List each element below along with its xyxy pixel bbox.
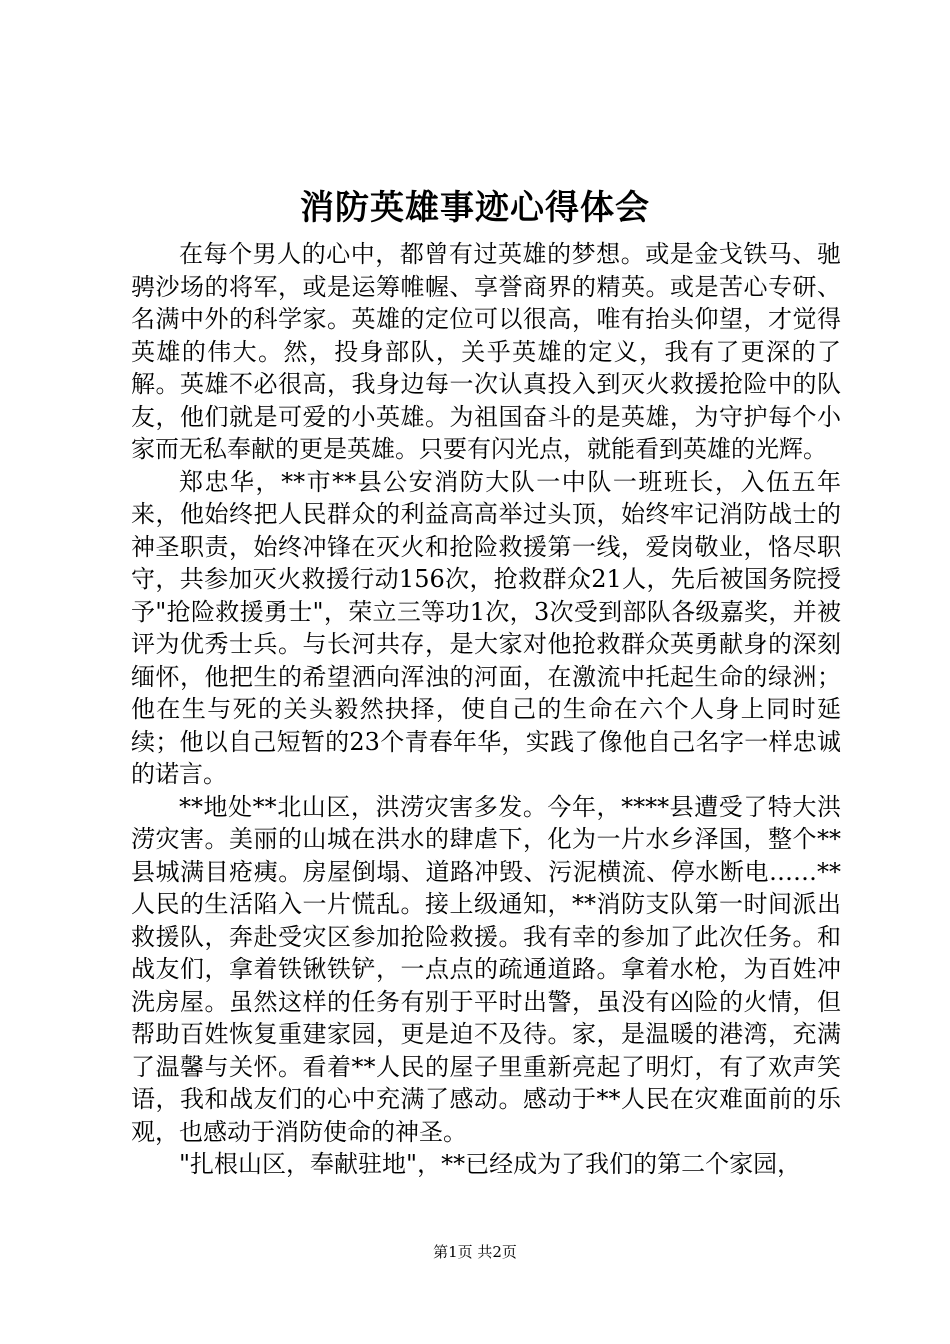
document-body: [131, 238, 841, 1181]
page-number-footer: 第1页 共2页: [433, 1243, 517, 1261]
body-paragraph: 在每个男人的心中，都曾有过英雄的梦想。或是金戈铁马、驰骋沙场的将军，或是运筹帷幄、享誉商界的精英。或是苦心专研、名满中外的科学家。英雄的定位可以很高，唯有抬头仰望，才觉得英雄的伟大。然，投身部队，关乎英雄的定义，我有了更深的了解。英雄不必很高，我身边每一次认真投入到灭火救援抢险中的队友，他们就是可爱的小英雄。为祖国奋斗的是英雄，为守护每个小家而无私奉献的更是英雄。只要有闪光点，就能看到英雄的光辉。: [131, 240, 841, 463]
body-paragraph: **地处**北山区，洪涝灾害多发。今年，****县遭受了特大洪涝灾害。美丽的山城在洪水的肆虐下，化为一片水乡泽国，整个**县城满目疮痍。房屋倒塌、道路冲毁、污泥横流、停水断电……**人民的生活陷入一片慌乱。接上级通知，**消防支队第一时间派出救援队，奔赴受灾区参加抢险救援。我有幸的参加了此次任务。和战友们，拿着铁锹铁铲，一点点的疏通道路。拿着水枪，为百姓冲洗房屋。虽然这样的任务有别于平时出警，虽没有凶险的火情，但帮助百姓恢复重建家园，更是迫不及待。家，是温暖的港湾，充满了温馨与关怀。看着**人民的屋子里重新亮起了明灯，有了欢声笑语，我和战友们的心中充满了感动。感动于**人民在灾难面前的乐观，也感动于消防使命的神圣。: [131, 792, 841, 1146]
body-paragraph: "扎根山区，奉献驻地"，**已经成为了我们的第二个家园，: [179, 1150, 802, 1178]
document-title: 消防英雄事迹心得体会: [300, 188, 650, 228]
body-paragraph: 郑忠华，**市**县公安消防大队一中队一班班长，入伍五年来，他始终把人民群众的利益高高举过头顶，始终牢记消防战士的神圣职责，始终冲锋在灭火和抢险救援第一线，爱岗敬业，恪尽职守，共参加灭火救援行动156次，抢救群众21人，先后被国务院授予"抢险救援勇士"，荣立三等功1次，3次受到部队各级嘉奖，并被评为优秀士兵。与长河共存，是大家对他抢救群众英勇献身的深刻缅怀，他把生的希望洒向浑浊的河面，在激流中托起生命的绿洲；他在生与死的关头毅然抉择，使自己的生命在六个人身上同时延续；他以自己短暂的23个青春年华，实践了像他自己名字一样忠诚的诺言。: [131, 467, 841, 788]
